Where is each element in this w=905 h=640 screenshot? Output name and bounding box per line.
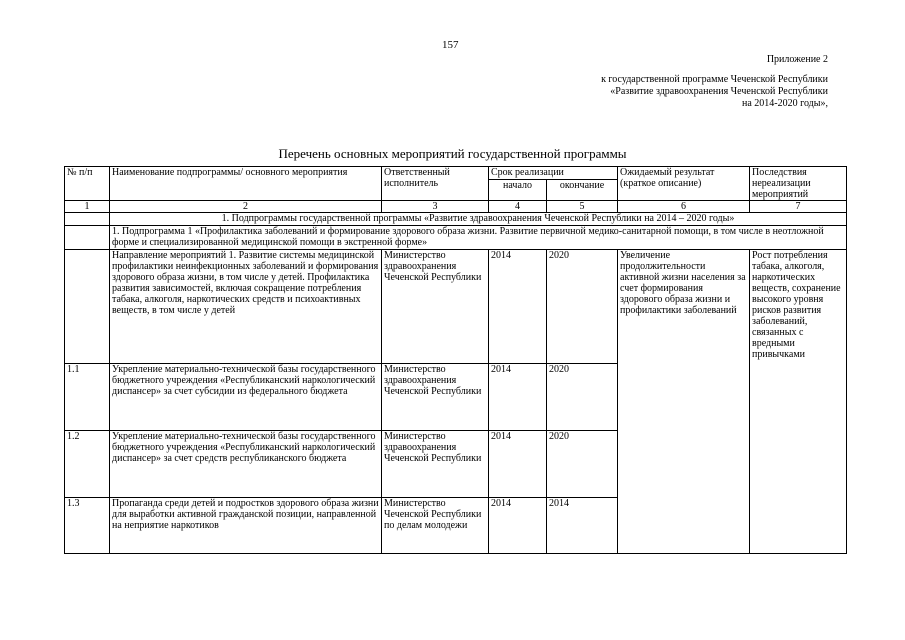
row-start: 2014 [489, 498, 547, 554]
section-blank [65, 213, 110, 226]
subprogram-blank [65, 226, 110, 250]
row-executor: Министерство здравоохранения Чеченской Республики [382, 364, 489, 431]
row-num: 1.1 [65, 364, 110, 431]
column-number: 6 [618, 201, 750, 213]
direction-executor: Министерство здравоохранения Чеченской Республики [382, 250, 489, 364]
section-row [65, 213, 847, 226]
header-name: Наименование подпрограммы/ основного мероприятия [110, 167, 382, 201]
header-consequences: Последствия нереализации мероприятий [750, 167, 847, 201]
column-number: 5 [547, 201, 618, 213]
header-result: Ожидаемый результат (краткое описание) [618, 167, 750, 201]
direction-name: Направление мероприятий 1. Развитие системы медицинской профилактики неинфекционных заболеваний и формирования здорового образа жизни, в том числе у детей. Профилактика развития зависимостей, включая сокращение потребления табака, алкоголя, наркотических средств и психоактивных веществ, в том числе у детей [110, 250, 382, 364]
direction-end: 2020 [547, 250, 618, 364]
direction-row [65, 250, 847, 364]
subprogram-row [65, 226, 847, 250]
column-number: 7 [750, 201, 847, 213]
header-row [65, 167, 847, 180]
appendix-heading: Приложение 2 [766, 54, 828, 65]
row-start: 2014 [489, 364, 547, 431]
row-end: 2020 [547, 431, 618, 498]
appendix-line: «Развитие здравоохранения Чеченской Республики [610, 86, 828, 97]
column-number: 2 [110, 201, 382, 213]
row-num: 1.2 [65, 431, 110, 498]
row-name: Укрепление материально-технической базы государственного бюджетного учреждения «Республиканский наркологический диспансер» за счет средств республиканского бюджета [110, 431, 382, 498]
section-title: 1. Подпрограммы государственной программы «Развитие здравоохранения Чеченской Республики на 2014 – 2020 годы» [110, 213, 847, 226]
column-number: 1 [65, 201, 110, 213]
appendix-block [601, 54, 828, 110]
measures-table [64, 166, 847, 554]
row-name: Укрепление материально-технической базы государственного бюджетного учреждения «Республиканский наркологический диспансер» за счет субсидии из федерального бюджета [110, 364, 382, 431]
header-executor: Ответственный исполнитель [382, 167, 489, 201]
appendix-line: к государственной программе Чеченской Республики [601, 74, 828, 85]
row-executor: Министерство Чеченской Республики по делам молодежи [382, 498, 489, 554]
row-start: 2014 [489, 431, 547, 498]
column-number-row [65, 201, 847, 213]
column-number: 4 [489, 201, 547, 213]
page-number: 157 [442, 39, 459, 51]
header-start: начало [489, 180, 547, 201]
row-end: 2020 [547, 364, 618, 431]
row-num: 1.3 [65, 498, 110, 554]
row-executor: Министерство здравоохранения Чеченской Республики [382, 431, 489, 498]
consequences: Рост потребления табака, алкоголя, наркотических веществ, сохранение высокого уровня рисков развития заболеваний, связанных с вредными привычками [750, 250, 847, 554]
document-title: Перечень основных мероприятий государственной программы [278, 146, 627, 161]
appendix-line: на 2014-2020 годы», [742, 98, 828, 109]
expected-result: Увеличение продолжительности активной жизни населения за счет формирования здорового образа жизни и профилактики заболеваний [618, 250, 750, 554]
header-num: № п/п [65, 167, 110, 201]
subprogram-title: 1. Подпрограмма 1 «Профилактика заболеваний и формирование здорового образа жизни. Развитие первичной медико-санитарной помощи, в том числе в неотложной форме и специализированной медицинской помощи в экстренной форме» [110, 226, 847, 250]
direction-start: 2014 [489, 250, 547, 364]
header-end: окончание [547, 180, 618, 201]
direction-num [65, 250, 110, 364]
row-end: 2014 [547, 498, 618, 554]
header-period: Срок реализации [489, 167, 618, 180]
row-name: Пропаганда среди детей и подростков здорового образа жизни для выработки активной гражданской позиции, направленной на неприятие наркотиков [110, 498, 382, 554]
column-number: 3 [382, 201, 489, 213]
